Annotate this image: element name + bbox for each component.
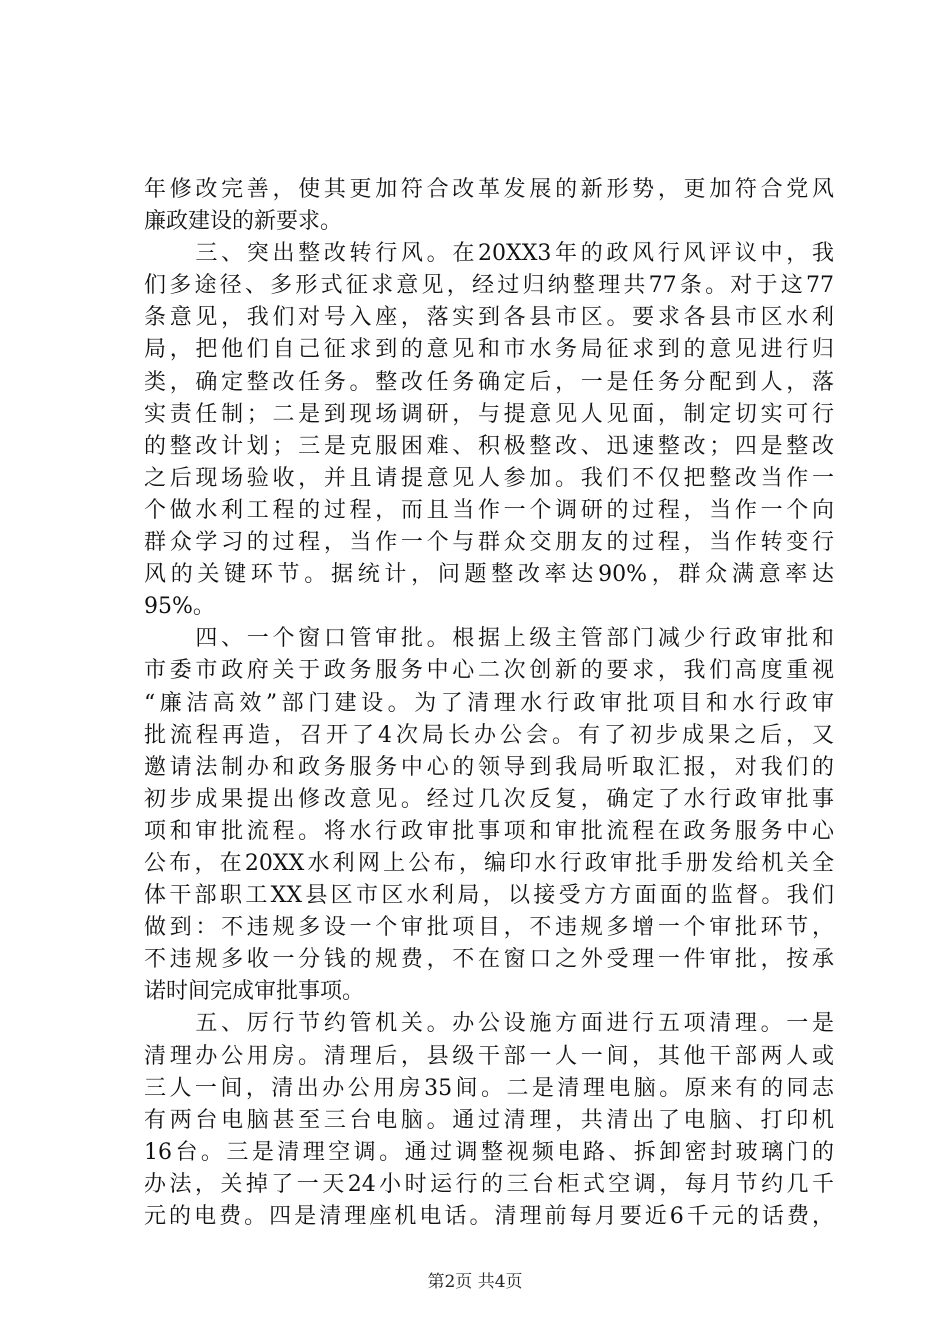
text-line: “廉洁高效”部门建设。为了清理水行政审批项目和水行政审 bbox=[144, 690, 834, 716]
text-line: 有两台电脑甚至三台电脑。通过清理，共清出了电脑、打印机 bbox=[144, 1107, 834, 1133]
text-line: 个做水利工程的过程，而且当作一个调研的过程，当作一个向 bbox=[144, 497, 834, 523]
text-line: 三人一间，清出办公用房35间。二是清理电脑。原来有的同志 bbox=[144, 1075, 834, 1101]
text-line: 三、突出整改转行风。在20XX3年的政风行风评议中，我 bbox=[144, 241, 834, 267]
text-line: 清理办公用房。清理后，县级干部一人一间，其他干部两人或 bbox=[144, 1043, 834, 1069]
text-line: 廉政建设的新要求。 bbox=[144, 209, 343, 235]
text-line: 四、一个窗口管审批。根据上级主管部门减少行政审批和 bbox=[144, 626, 834, 652]
text-line: 五、厉行节约管机关。办公设施方面进行五项清理。一是 bbox=[144, 1011, 834, 1037]
text-line: 项和审批流程。将水行政审批事项和审批流程在政务服务中心 bbox=[144, 818, 834, 844]
text-line: 风的关键环节。据统计，问题整改率达90%，群众满意率达 bbox=[144, 562, 834, 588]
text-line: 16台。三是清理空调。通过调整视频电路、拆卸密封玻璃门的 bbox=[144, 1139, 834, 1165]
text-line: 办法，关掉了一天24小时运行的三台柜式空调，每月节约几千 bbox=[144, 1171, 834, 1197]
text-line: 公布，在20XX水利网上公布，编印水行政审批手册发给机关全 bbox=[144, 850, 834, 876]
text-line: 元的电费。四是清理座机电话。清理前每月要近6千元的话费， bbox=[144, 1204, 834, 1229]
text-line: 批流程再造，召开了4次局长办公会。有了初步成果之后，又 bbox=[144, 722, 834, 748]
document-body bbox=[144, 174, 834, 1233]
text-line: 条意见，我们对号入座，落实到各县市区。要求各县市区水利 bbox=[144, 305, 834, 331]
text-line: 做到：不违规多设一个审批项目，不违规多增一个审批环节， bbox=[144, 915, 834, 941]
text-line: 体干部职工XX县区市区水利局，以接受方方面面的监督。我们 bbox=[144, 883, 834, 909]
text-line: 95%。 bbox=[144, 594, 215, 620]
text-line: 之后现场验收，并且请提意见人参加。我们不仅把整改当作一 bbox=[144, 465, 834, 491]
text-line: 邀请法制办和政务服务中心的领导到我局听取汇报，对我们的 bbox=[144, 754, 834, 780]
text-line: 初步成果提出修改意见。经过几次反复，确定了水行政审批事 bbox=[144, 786, 834, 812]
text-line: 们多途径、多形式征求意见，经过归纳整理共77条。对于这77 bbox=[144, 273, 834, 299]
text-line: 年修改完善，使其更加符合改革发展的新形势，更加符合党风 bbox=[144, 177, 834, 202]
text-line: 市委市政府关于政务服务中心二次创新的要求，我们高度重视 bbox=[144, 658, 834, 684]
text-line: 群众学习的过程，当作一个与群众交朋友的过程，当作转变行 bbox=[144, 530, 834, 556]
text-line: 不违规多收一分钱的规费，不在窗口之外受理一件审批，按承 bbox=[144, 947, 834, 973]
page-footer: 第2页 共4页 bbox=[427, 1272, 523, 1292]
text-line: 的整改计划；三是克服困难、积极整改、迅速整改；四是整改 bbox=[144, 433, 834, 459]
text-line: 类，确定整改任务。整改任务确定后，一是任务分配到人，落 bbox=[144, 369, 834, 395]
text-line: 诺时间完成审批事项。 bbox=[144, 979, 365, 1005]
text-line: 实责任制；二是到现场调研，与提意见人见面，制定切实可行 bbox=[144, 401, 834, 427]
text-line: 局，把他们自己征求到的意见和市水务局征求到的意见进行归 bbox=[144, 337, 834, 363]
